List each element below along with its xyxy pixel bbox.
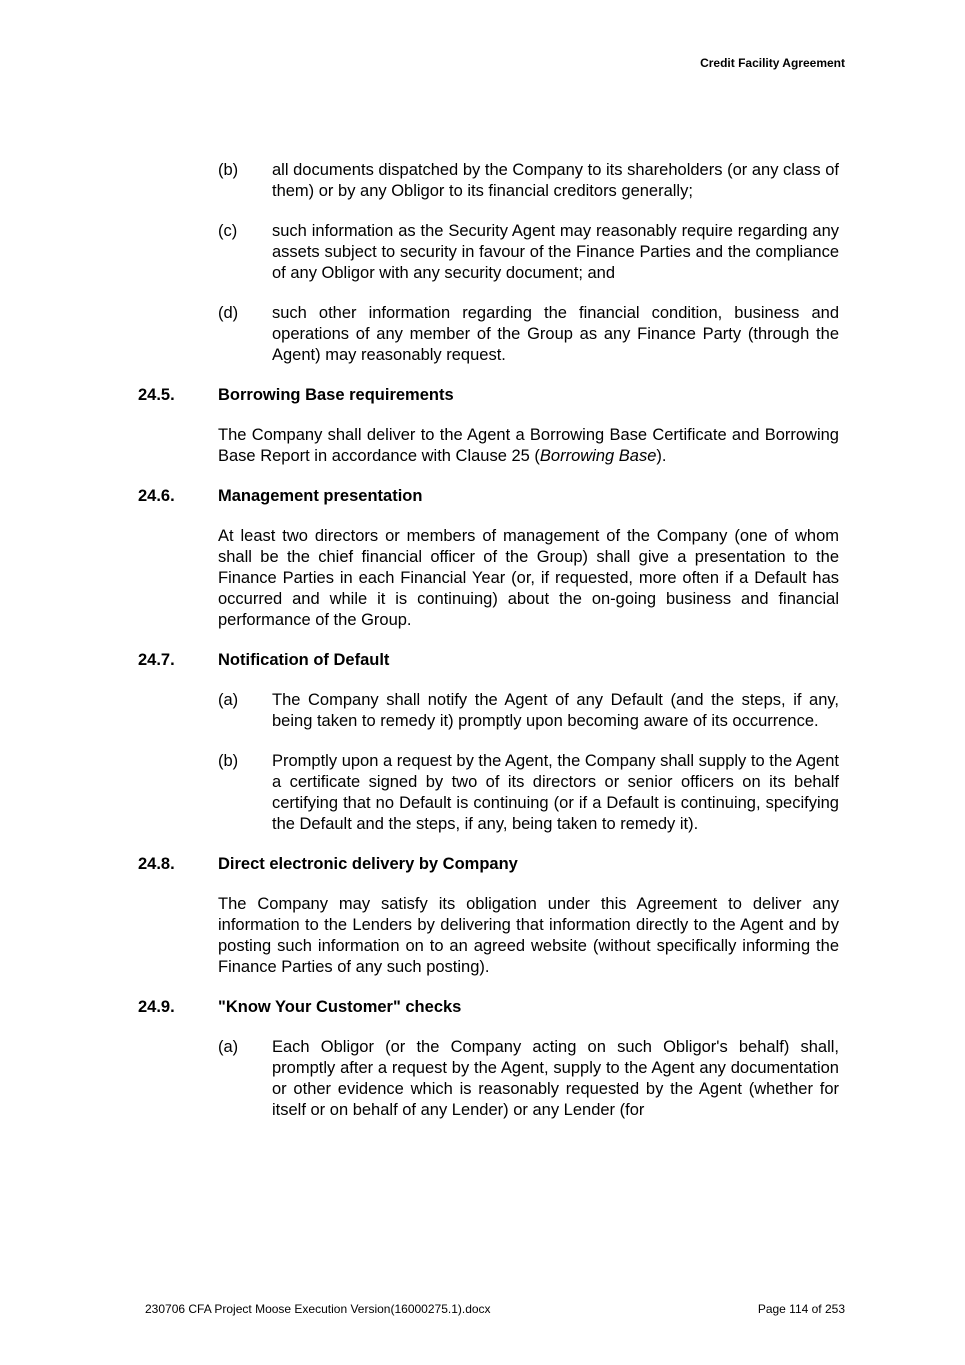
section-number: 24.9.: [138, 998, 175, 1016]
document-body: [138, 160, 839, 1140]
item-text: such other information regarding the financial condition, business and operations of any member of the Group as any Finance Party (through the Agent) may reasonably request.: [272, 304, 839, 364]
item-marker: (c): [218, 222, 238, 240]
list-item: [218, 751, 839, 835]
section-paragraph: [218, 425, 839, 467]
clause-reference: Borrowing Base: [539, 447, 657, 465]
running-header: Credit Facility Agreement: [700, 56, 845, 70]
section-number: 24.8.: [138, 855, 175, 873]
item-text: The Company shall notify the Agent of any Default (and the steps, if any, being taken to remedy it) promptly upon becoming aware of its occurrence.: [272, 691, 839, 730]
section-heading-24-6: [138, 486, 839, 507]
item-marker: (b): [218, 161, 239, 179]
section-title: Notification of Default: [218, 651, 390, 669]
paragraph-text: The Company shall deliver to the Agent a Borrowing Base Certificate and Borrowing Base Report in accordance with Clause 25 (: [218, 426, 839, 465]
item-text: all documents dispatched by the Company to its shareholders (or any class of them) or by any Obligor to its financial creditors generally;: [272, 161, 839, 200]
item-text: Each Obligor (or the Company acting on such Obligor's behalf) shall, promptly after a request by the Agent, supply to the Agent any documentation or other evidence which is reasonably requested by the Agent (whether for itself or on behalf of any Lender) or any Lender (for: [272, 1038, 839, 1119]
paragraph-text-end: ).: [656, 447, 667, 465]
footer-document-id: 230706 CFA Project Moose Execution Version(16000275.1).docx: [145, 1302, 491, 1316]
section-paragraph: The Company may satisfy its obligation under this Agreement to deliver any information to the Lenders by delivering that information directly to the Agent and by posting such information on to an agreed website (without specifically informing the Finance Parties of any such posting).: [218, 895, 839, 976]
list-item: [218, 303, 839, 366]
item-text: Promptly upon a request by the Agent, the Company shall supply to the Agent a certificate signed by two of its directors or senior officers on its behalf certifying that no Default is continuing (or if a Default is continuing, specifying the Default and the steps, if any, being taken to remedy it).: [272, 752, 839, 833]
section-heading-24-9: [138, 997, 839, 1018]
item-marker: (a): [218, 691, 239, 709]
section-number: 24.5.: [138, 386, 175, 404]
section-title: Direct electronic delivery by Company: [218, 855, 518, 873]
list-item: [218, 690, 839, 732]
item-marker: (b): [218, 752, 239, 770]
list-item: [218, 221, 839, 284]
section-heading-24-7: [138, 650, 839, 671]
list-item: [218, 160, 839, 202]
section-paragraph: At least two directors or members of management of the Company (one of whom shall be the chief financial officer of the Group) shall give a presentation to the Finance Parties in each Financial Year (or, if requested, more often if a Default has occurred and while it is continuing) about the on-going business and financial performance of the Group.: [218, 527, 839, 629]
section-heading-24-5: [138, 385, 839, 406]
section-heading-24-8: [138, 854, 839, 875]
footer-page-number: Page 114 of 253: [757, 1302, 845, 1316]
item-marker: (a): [218, 1038, 239, 1056]
item-text: such information as the Security Agent may reasonably require regarding any assets subject to security in favour of the Finance Parties and the compliance of any Obligor with any security document; and: [272, 222, 839, 282]
section-title: Management presentation: [218, 487, 423, 505]
list-item: [218, 1037, 839, 1121]
section-title: Borrowing Base requirements: [218, 386, 454, 404]
section-number: 24.7.: [138, 651, 175, 669]
section-title: "Know Your Customer" checks: [218, 998, 462, 1016]
item-marker: (d): [218, 304, 239, 322]
section-number: 24.6.: [138, 487, 175, 505]
